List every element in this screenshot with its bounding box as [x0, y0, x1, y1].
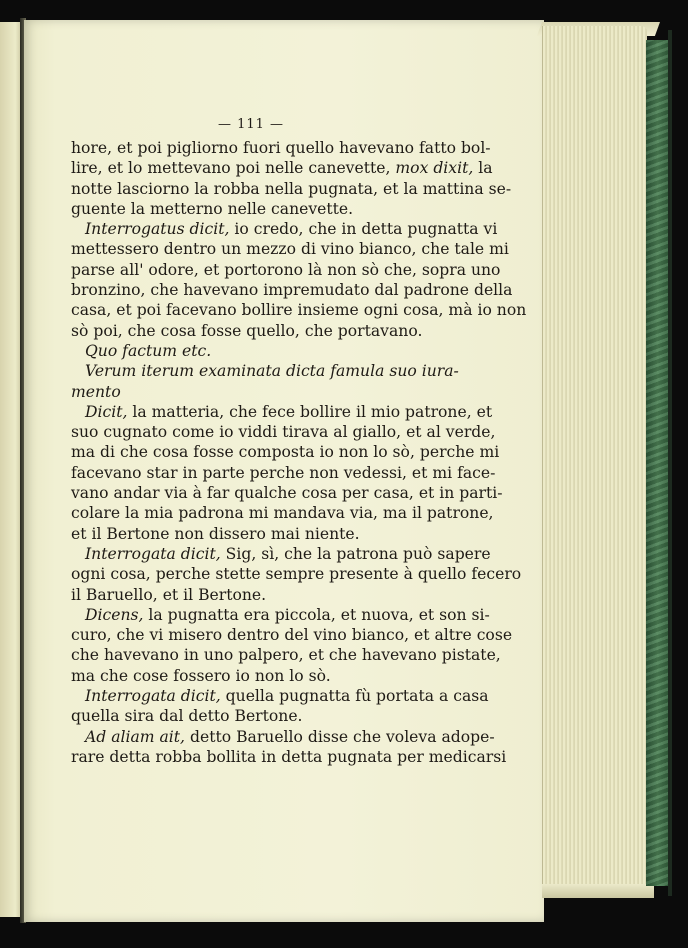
line-text: Sig, sì, che la patrona può sapere	[220, 544, 491, 563]
page-stack-bottom	[542, 884, 654, 898]
line-italic-text: Quo factum etc.	[85, 341, 212, 360]
text-line	[71, 179, 512, 199]
text-line	[71, 158, 493, 178]
text-line	[71, 280, 513, 300]
line-text: suo cugnato come io viddi tirava al giallo, et al verde,	[71, 423, 496, 442]
line-text: la pugnatta era piccola, et nuova, et son si-	[143, 605, 490, 624]
line-italic-text: Ad aliam ait,	[85, 727, 186, 746]
text-line	[71, 686, 489, 706]
line-text: colare la mia padrona mi mandava via, ma il patrone,	[71, 504, 494, 523]
line-text: mettessero dentro un mezzo di vino bianco, che tale mi	[71, 240, 509, 259]
text-line	[71, 341, 431, 361]
line-text: la	[473, 159, 493, 178]
line-text: casa, et poi facevano bollire insieme ogni cosa, mà io non	[71, 301, 527, 320]
line-italic-text: Interrogata dicit,	[85, 687, 221, 706]
line-text: quella sira dal detto Bertone.	[71, 707, 303, 726]
line-text: ma che cose fossero io non lo sò.	[71, 666, 331, 685]
text-line	[71, 239, 509, 259]
text-line	[71, 605, 490, 625]
text-line	[71, 260, 501, 280]
text-line	[71, 463, 496, 483]
line-italic-text: mento	[71, 382, 121, 401]
line-italic-text: Interrogata dicit,	[85, 544, 221, 563]
cover-edge	[668, 30, 672, 896]
text-line	[71, 666, 431, 686]
text-line	[71, 442, 500, 462]
page-number: — 111 —	[217, 117, 285, 132]
text-lines	[71, 138, 527, 767]
text-line	[71, 544, 491, 564]
line-text: notte lasciorno la robba nella pugnata, et la mattina se-	[71, 179, 512, 198]
line-text: facevano star in parte perche non vedessi, et mi face-	[71, 463, 496, 482]
line-italic-text: Dicens,	[85, 605, 144, 624]
line-text: che havevano in uno palpero, et che havevano pistate,	[71, 646, 501, 665]
text-line	[71, 585, 431, 605]
text-line	[71, 727, 495, 747]
line-text: il Baruello, et il Bertone.	[71, 585, 267, 604]
line-text: sò poi, che cosa fosse quello, che portavano.	[71, 321, 423, 340]
page-text	[71, 115, 527, 767]
line-text: ogni cosa, perche stette sempre presente à quello fecero	[71, 565, 522, 584]
line-text: rare detta robba bollita in detta pugnata per medicarsi	[71, 747, 507, 766]
line-text: io credo, che in detta pugnatta vi	[229, 220, 498, 239]
line-text: quella pugnatta fù portata a casa	[220, 687, 489, 706]
line-text: et il Bertone non dissero mai niente.	[71, 524, 360, 543]
line-text: guente la metterno nelle canevette.	[71, 199, 354, 218]
text-line	[71, 747, 507, 767]
text-line	[71, 219, 498, 239]
line-italic-text: Dicit,	[85, 402, 128, 421]
text-line	[71, 199, 431, 219]
text-line	[71, 422, 496, 442]
line-text: lire, et lo mettevano poi nelle canevette,	[71, 159, 396, 178]
text-line	[71, 503, 494, 523]
text-line	[71, 138, 491, 158]
text-line	[71, 402, 493, 422]
text-line	[71, 483, 503, 503]
text-line	[71, 706, 431, 726]
text-line	[71, 645, 501, 665]
line-italic-text: mox dixit,	[395, 159, 474, 178]
line-text: parse all' odore, et portorono là non sò che, sopra uno	[71, 260, 501, 279]
line-text: vano andar via à far qualche cosa per casa, et in parti-	[71, 484, 503, 503]
page-stack-edges	[542, 26, 647, 898]
line-text: detto Baruello disse che voleva adope-	[185, 727, 495, 746]
text-line	[71, 564, 522, 584]
line-text: hore, et poi pigliorno fuori quello havevano fatto bol-	[71, 139, 491, 157]
left-page-edge	[0, 22, 22, 917]
text-line	[71, 361, 459, 381]
line-italic-text: Verum iterum examinata dicta famula suo iura-	[85, 362, 459, 381]
line-text: la matteria, che fece bollire il mio patrone, et	[127, 402, 493, 421]
line-text: bronzino, che havevano impremudato dal padrone della	[71, 281, 513, 300]
text-line	[71, 321, 431, 341]
text-line	[71, 300, 527, 320]
line-text: ma di che cosa fosse composta io non lo sò, perche mi	[71, 443, 500, 462]
line-italic-text: Interrogatus dicit,	[85, 220, 230, 239]
text-line	[71, 625, 513, 645]
text-line	[71, 382, 431, 402]
line-text: curo, che vi misero dentro del vino bianco, et altre cose	[71, 626, 513, 645]
text-line	[71, 524, 431, 544]
